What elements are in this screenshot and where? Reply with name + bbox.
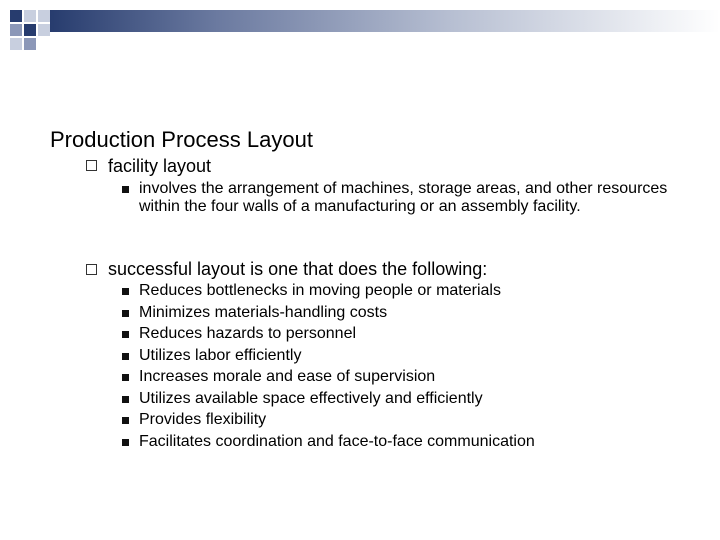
filled-square-bullet-icon [122,331,129,338]
list-item: involves the arrangement of machines, storage areas, and other resources within the four walls of a manufacturing or an assembly facility. [139,180,668,215]
filled-square-bullet-icon [122,374,129,381]
filled-square-bullet-icon [122,310,129,317]
corner-square-mid [24,38,36,50]
list-item: Reduces bottlenecks in moving people or materials [139,282,501,299]
slide-title: Production Process Layout [50,127,313,152]
section-heading: successful layout is one that does the following: [108,259,488,279]
list-item: Increases morale and ease of supervision [139,368,436,385]
list-item: Reduces hazards to personnel [139,325,357,342]
corner-square-light [38,10,50,22]
corner-square-light [24,10,36,22]
section-heading: facility layout [108,156,212,176]
corner-square-light [10,38,22,50]
filled-square-bullet-icon [122,417,129,424]
filled-square-bullet-icon [122,186,129,193]
corner-square-light [38,24,50,36]
hollow-square-bullet-icon [86,264,97,275]
corner-square-dark [10,10,22,22]
list-item: Facilitates coordination and face-to-face communication [139,433,535,450]
filled-square-bullet-icon [122,396,129,403]
list-item: Utilizes labor efficiently [139,347,302,364]
list-item: Minimizes materials-handling costs [139,304,388,321]
filled-square-bullet-icon [122,353,129,360]
filled-square-bullet-icon [122,288,129,295]
list-item: Utilizes available space effectively and efficiently [139,390,483,407]
corner-square-mid [10,24,22,36]
filled-square-bullet-icon [122,439,129,446]
header-gradient-band [50,10,720,32]
corner-square-dark [24,24,36,36]
hollow-square-bullet-icon [86,160,97,171]
list-item: Provides flexibility [139,411,267,428]
